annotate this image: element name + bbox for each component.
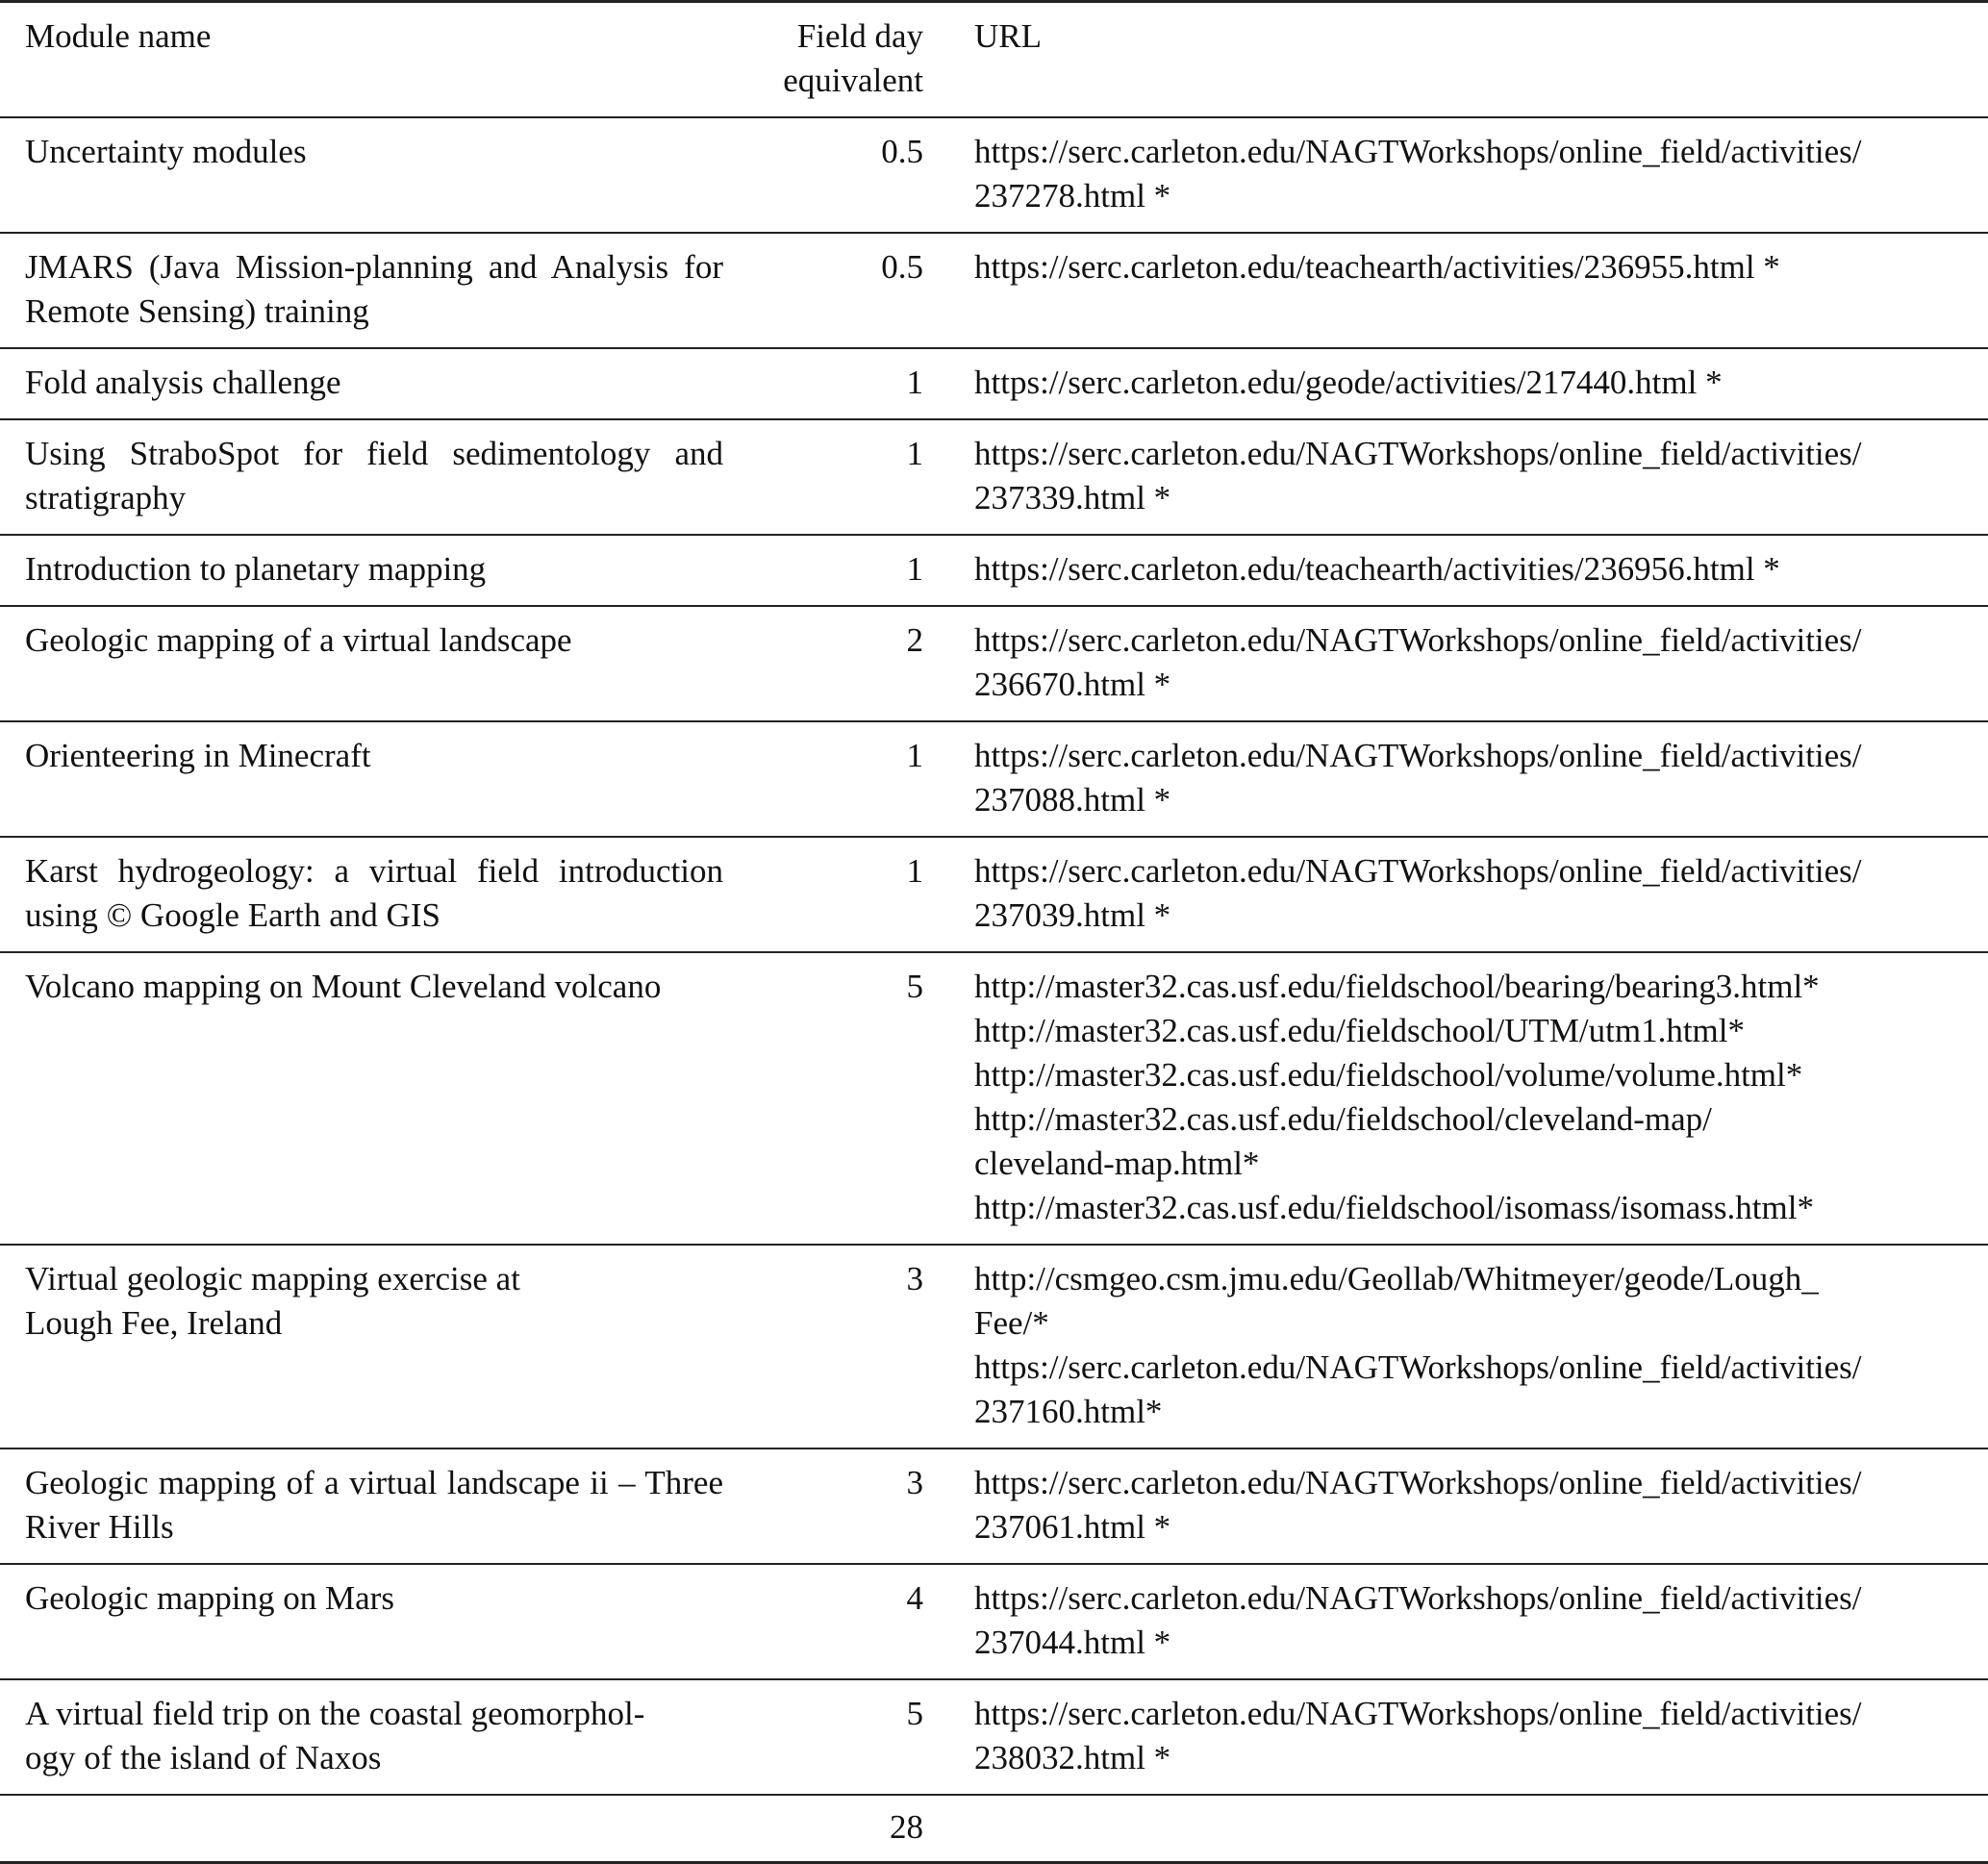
module-name-line: Lough Fee, Ireland [25,1304,283,1342]
module-name-cell: Uncertainty modules [25,133,307,170]
url-cell [943,837,1988,952]
url-link-text[interactable]: http://master32.cas.usf.edu/fieldschool/cleveland-map/ [974,1100,1712,1138]
module-name-cell: Introduction to planetary mapping [25,550,487,588]
url-cell [943,1245,1988,1448]
url-link-text[interactable]: 237088.html * [974,781,1171,819]
table-row [0,1245,1988,1448]
module-name-cell [0,1245,752,1448]
table-row [0,721,1988,837]
table-footer [0,1795,1988,1863]
module-name-cell: Orienteering in Minecraft [25,737,371,774]
header-url: URL [974,17,1042,55]
field-day-equivalent-cell: 3 [906,1464,923,1501]
table-row [0,233,1988,348]
field-day-equivalent-cell: 3 [906,1260,923,1297]
field-day-equivalent-cell: 1 [906,435,923,472]
url-link-text[interactable]: 237160.html* [974,1393,1163,1430]
field-day-equivalent-cell: 2 [906,621,923,659]
header-field-day-equivalent [752,2,943,118]
url-link-text[interactable]: https://serc.carleton.edu/geode/activities/217440.html * [974,364,1723,401]
url-cell [943,952,1988,1245]
table-row [0,606,1988,721]
url-cell [943,233,1988,348]
url-link-text[interactable]: https://serc.carleton.edu/NAGTWorkshops/online_field/activities/ [974,435,1862,472]
url-cell [943,419,1988,535]
url-cell [943,1448,1988,1564]
url-link-text[interactable]: https://serc.carleton.edu/NAGTWorkshops/online_field/activities/ [974,1579,1862,1617]
url-cell [943,1564,1988,1679]
table-row [0,1564,1988,1679]
field-day-equivalent-cell: 1 [906,737,923,774]
table-body [0,117,1988,1795]
module-name-cell: Using StraboSpot for field sedimentology and stratigraphy [25,435,723,516]
field-day-equivalent-cell: 0.5 [881,248,923,286]
url-link-text[interactable]: http://master32.cas.usf.edu/fieldschool/UTM/utm1.html* [974,1012,1746,1049]
module-name-line: Virtual geologic mapping exercise at [25,1260,520,1297]
module-name-cell: Geologic mapping on Mars [25,1579,394,1617]
module-name-cell: Geologic mapping of a virtual landscape [25,621,572,659]
url-link-text[interactable]: 237044.html * [974,1624,1171,1661]
field-day-equivalent-cell: 1 [906,550,923,588]
table-row [0,837,1988,952]
url-link-text[interactable]: https://serc.carleton.edu/NAGTWorkshops/online_field/activities/ [974,737,1862,774]
module-name-cell: JMARS (Java Mission-planning and Analysis for Remote Sensing) training [25,248,723,330]
field-day-equivalent-cell: 1 [906,852,923,890]
table-row [0,1679,1988,1795]
url-link-text[interactable]: 236670.html * [974,666,1171,703]
module-name-line: ogy of the island of Naxos [25,1739,382,1776]
field-day-equivalent-cell: 5 [906,1695,923,1732]
url-cell [943,1679,1988,1795]
url-link-text[interactable]: http://master32.cas.usf.edu/fieldschool/isomass/isomass.html* [974,1189,1814,1226]
table-row [0,1448,1988,1564]
url-cell [943,117,1988,233]
field-day-equivalent-cell: 4 [906,1579,923,1617]
url-cell [943,606,1988,721]
url-link-text[interactable]: https://serc.carleton.edu/NAGTWorkshops/online_field/activities/ [974,852,1862,890]
table-row [0,117,1988,233]
url-link-text[interactable]: https://serc.carleton.edu/teachearth/activities/236956.html * [974,550,1780,588]
url-link-text[interactable]: http://csmgeo.csm.jmu.edu/Geollab/Whitmeyer/geode/Lough_ [974,1260,1819,1297]
url-link-text[interactable]: 237278.html * [974,177,1171,214]
url-link-text[interactable]: http://master32.cas.usf.edu/fieldschool/bearing/bearing3.html* [974,968,1820,1005]
url-link-text[interactable]: 237039.html * [974,896,1171,934]
url-link-text[interactable]: https://serc.carleton.edu/NAGTWorkshops/online_field/activities/ [974,621,1862,659]
module-name-line: A virtual field trip on the coastal geomorphol- [25,1695,645,1732]
url-cell [943,535,1988,606]
field-day-equivalent-cell: 1 [906,364,923,401]
header-field-day-line1: Field day [796,17,923,55]
url-link-text[interactable]: https://serc.carleton.edu/NAGTWorkshops/online_field/activities/ [974,1695,1862,1732]
total-url-cell [943,1795,1988,1863]
url-link-text[interactable]: https://serc.carleton.edu/teachearth/activities/236955.html * [974,248,1780,286]
header-field-day-line2: equivalent [783,62,923,99]
module-name-cell: Fold analysis challenge [25,364,341,401]
url-cell [943,348,1988,419]
table-row [0,419,1988,535]
table-row [0,535,1988,606]
total-label-cell [0,1795,752,1863]
table-row [0,952,1988,1245]
url-link-text[interactable]: 238032.html * [974,1739,1171,1776]
module-name-cell [0,1679,752,1795]
module-name-cell: Volcano mapping on Mount Cleveland volcano [25,968,662,1005]
url-cell [943,721,1988,837]
module-name-cell: Karst hydrogeology: a virtual field introduction using © Google Earth and GIS [25,852,723,934]
header-row [0,2,1988,118]
url-link-text[interactable]: 237061.html * [974,1508,1171,1546]
url-link-text[interactable]: 237339.html * [974,479,1171,516]
url-link-text[interactable]: https://serc.carleton.edu/NAGTWorkshops/online_field/activities/ [974,1348,1862,1386]
table-row [0,348,1988,419]
field-day-equivalent-cell: 5 [906,968,923,1005]
module-name-cell: Geologic mapping of a virtual landscape ii – Three River Hills [25,1464,723,1546]
url-link-text[interactable]: https://serc.carleton.edu/NAGTWorkshops/online_field/activities/ [974,133,1862,170]
url-link-text[interactable]: cleveland-map.html* [974,1145,1260,1182]
total-days: 28 [890,1808,923,1846]
field-day-equivalent-cell: 0.5 [881,133,923,170]
url-link-text[interactable]: https://serc.carleton.edu/NAGTWorkshops/online_field/activities/ [974,1464,1862,1501]
header-module-name: Module name [25,17,212,55]
url-link-text[interactable]: Fee/* [974,1304,1049,1342]
url-link-text[interactable]: http://master32.cas.usf.edu/fieldschool/volume/volume.html* [974,1056,1803,1094]
table-header [0,2,1988,118]
total-row [0,1795,1988,1863]
